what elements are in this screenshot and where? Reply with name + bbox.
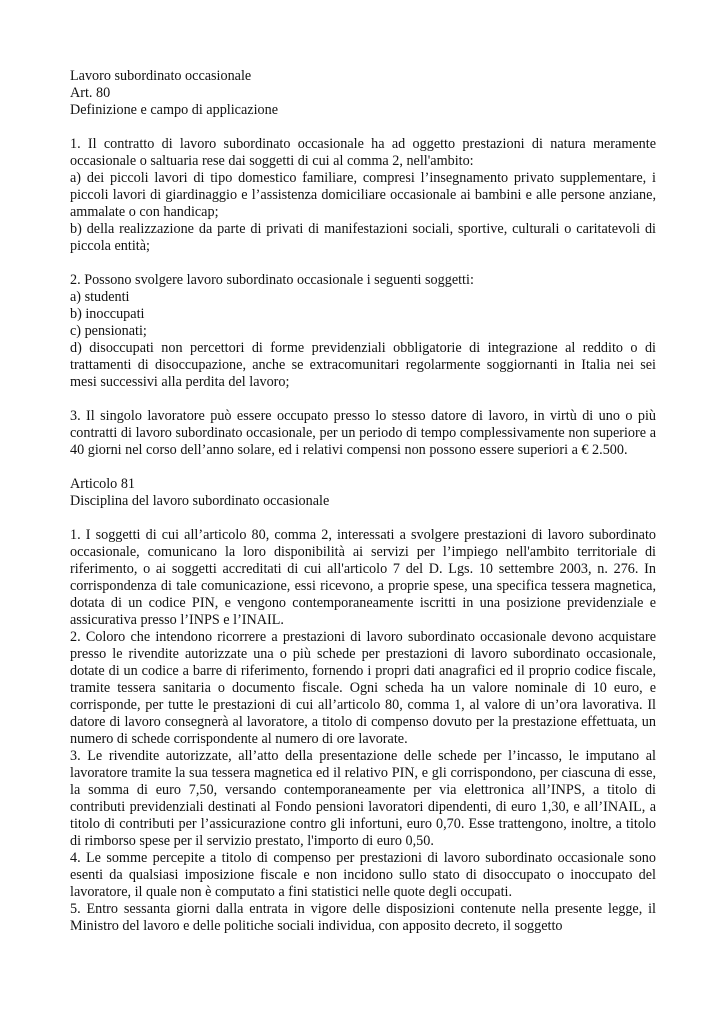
spacer: [70, 459, 656, 476]
spacer: [70, 119, 656, 136]
art80-list-item-a: a) studenti: [70, 289, 130, 305]
art81-paragraph-4: 4. Le somme percepite a titolo di compenso per prestazioni di lavoro subordinato occasionale sono esenti da qualsiasi imposizione fiscale e non incidono sullo stato di disoccupato o inoccupato del lavoratore, il quale non è computato a fini statistici nelle quote degli occupati.: [70, 850, 656, 900]
article-80-number: Art. 80: [70, 85, 111, 101]
spacer: [70, 255, 656, 272]
article-81-heading: Articolo 81: [70, 476, 136, 492]
art81-paragraph-2: 2. Coloro che intendono ricorrere a prestazioni di lavoro subordinato occasionale devono acquistare presso le rivendite autorizzate una o più schede per prestazioni di lavoro subordinato occasionale, dotate di un codice a barre di riferimento, fornendo i propri dati anagrafici ed il proprio codice fiscale, tramite tessera sanitaria o documento fiscale. Ogni scheda ha un valore nominale di 10 euro, e corrisponde, per tutte le prestazioni di cui all’articolo 80, comma 1, al valore di un’ora lavorativa. Il datore di lavoro consegnerà al lavoratore, a titolo di compenso dovuto per la prestazione effettuata, un numero di schede corrispondente al numero di ore lavorate.: [70, 629, 656, 747]
document-title: Lavoro subordinato occasionale: [70, 68, 252, 84]
article-81-subtitle: Disciplina del lavoro subordinato occasionale: [70, 493, 330, 509]
article-80-subtitle: Definizione e campo di applicazione: [70, 102, 278, 118]
art80-list-item-c: c) pensionati;: [70, 323, 147, 339]
art81-paragraph-3: 3. Le rivendite autorizzate, all’atto della presentazione delle schede per l’incasso, le imputano al lavoratore tramite la sua tessera magnetica ed il relativo PIN, e gli corrispondono, per ciascuna di esse, la somma di euro 7,50, versando contemporaneamente per via elettronica all’INPS, a titolo di contributi previdenziali destinati al Fondo pensioni lavoratori dipendenti, di euro 1,30, e all’INAIL, a titolo di contributi per l’assicurazione contro gli infortuni, euro 0,70. Esse trattengono, inoltre, a titolo di rimborso spese per il servizio prestato, l'importo di euro 0,50.: [70, 748, 656, 849]
art80-paragraph-1: 1. Il contratto di lavoro subordinato occasionale ha ad oggetto prestazioni di natura meramente occasionale o saltuaria rese dai soggetti di cui al comma 2, nell'ambito:: [70, 136, 656, 169]
art81-paragraph-5: 5. Entro sessanta giorni dalla entrata in vigore delle disposizioni contenute nella presente legge, il Ministro del lavoro e delle politiche sociali individua, con apposito decreto, il soggetto: [70, 901, 656, 934]
art80-paragraph-3: 3. Il singolo lavoratore può essere occupato presso lo stesso datore di lavoro, in virtù di uno o più contratti di lavoro subordinato occasionale, per un periodo di tempo complessivamente non superiore a 40 giorni nel corso dell’anno solare, ed i relativi compensi non possono essere superiori a € 2.500.: [70, 408, 656, 458]
art80-list-item-d: d) disoccupati non percettori di forme previdenziali obbligatorie di integrazione al reddito o di trattamenti di disoccupazione, anche se extracomunitari regolarmente soggiornanti in Italia nei sei mesi successivi alla perdita del lavoro;: [70, 340, 656, 390]
spacer: [70, 391, 656, 408]
document-page: [70, 68, 656, 935]
art81-paragraph-1: 1. I soggetti di cui all’articolo 80, comma 2, interessati a svolgere prestazioni di lavoro subordinato occasionale, comunicano la loro disponibilità ai servizi per l’impiego nell'ambito territoriale di riferimento, o ai soggetti accreditati di cui all'articolo 7 del D. Lgs. 10 settembre 2003, n. 276. In corrispondenza di tale comunicazione, essi ricevono, a proprie spese, una specifica tessera magnetica, dotata di un codice PIN, e vengono contemporaneamente iscritti in una posizione previdenziale e assicurativa presso l’INPS e l’INAIL.: [70, 527, 656, 628]
art80-paragraph-2: 2. Possono svolgere lavoro subordinato occasionale i seguenti soggetti:: [70, 272, 474, 288]
art80-list-item-b: b) inoccupati: [70, 306, 145, 322]
spacer: [70, 510, 656, 527]
art80-paragraph-1b: b) della realizzazione da parte di privati di manifestazioni sociali, sportive, culturali o caritatevoli di piccola entità;: [70, 221, 656, 254]
art80-paragraph-1a: a) dei piccoli lavori di tipo domestico familiare, compresi l’insegnamento privato supplementare, i piccoli lavori di giardinaggio e l’assistenza domiciliare occasionale ai bambini e alle persone anziane, ammalate o con handicap;: [70, 170, 656, 220]
